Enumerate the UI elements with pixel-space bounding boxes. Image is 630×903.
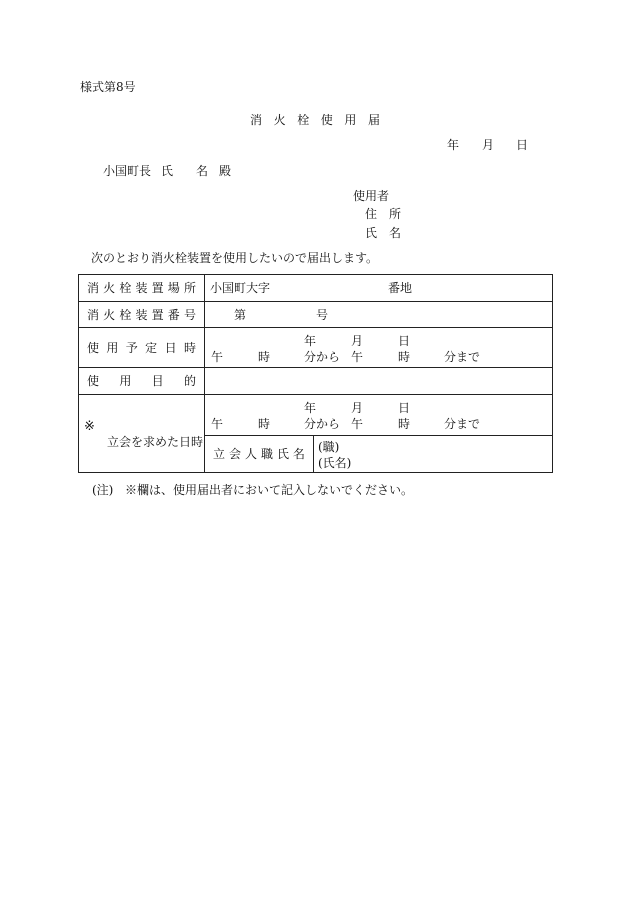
- witness-am2: 午: [351, 417, 364, 431]
- addressee-suffix: 殿: [219, 164, 232, 178]
- witness-time-field[interactable]: [205, 395, 553, 436]
- device-gou: 号: [316, 308, 329, 322]
- date-day: 日: [516, 138, 529, 152]
- witness-label-text: 立会を求めた日時: [107, 435, 204, 449]
- scheduled-field[interactable]: [205, 328, 553, 368]
- device-dai: 第: [234, 308, 247, 322]
- witness-label: [79, 395, 205, 473]
- date-month: 月: [482, 138, 495, 152]
- addressee-mei: 名: [196, 164, 209, 178]
- applicant-name-label: 氏 名: [365, 226, 401, 240]
- location-field[interactable]: [205, 275, 553, 302]
- row-device-number: [79, 302, 553, 328]
- location-prefix: 小国町大字: [210, 281, 271, 295]
- witness-min1: 分から: [304, 417, 341, 431]
- witness-year: 年: [304, 401, 317, 415]
- application-table: [78, 274, 553, 473]
- form-title: [250, 114, 380, 126]
- addressee-shi: 氏: [161, 164, 174, 178]
- scheduled-hour2: 時: [398, 350, 411, 364]
- witness-mark: ※: [84, 419, 95, 434]
- row-witness-time: [79, 395, 553, 436]
- witness-month: 月: [351, 401, 364, 415]
- row-location: [79, 275, 553, 302]
- purpose-field[interactable]: [205, 368, 553, 395]
- scheduled-day: 日: [398, 334, 411, 348]
- location-suffix: 番地: [388, 281, 413, 295]
- official-field[interactable]: [314, 436, 553, 473]
- scheduled-month: 月: [351, 334, 364, 348]
- row-scheduled: [79, 328, 553, 368]
- device-number-label: 消 火 栓 装 置 番 号: [79, 302, 205, 328]
- witness-day: 日: [398, 401, 411, 415]
- witness-am1: 午: [211, 417, 224, 431]
- title-char: 消: [250, 113, 263, 127]
- scheduled-am1: 午: [211, 350, 224, 364]
- scheduled-label: 使 用 予 定 日 時: [79, 328, 205, 368]
- form-number: 様式第8号: [80, 80, 136, 94]
- title-char: 栓: [297, 113, 310, 127]
- row-purpose: [79, 368, 553, 395]
- purpose-label: 使 用 目 的: [79, 368, 205, 395]
- title-char: 用: [344, 113, 357, 127]
- date-year: 年: [447, 138, 460, 152]
- official-name: (氏名): [318, 456, 352, 470]
- witness-min2: 分まで: [444, 417, 481, 431]
- intro-text: 次のとおり消火栓装置を使用したいので届出します。: [91, 251, 379, 265]
- official-position: (職): [318, 440, 340, 454]
- title-char: 火: [273, 113, 286, 127]
- scheduled-am2: 午: [351, 350, 364, 364]
- witness-hour2: 時: [398, 417, 411, 431]
- official-label: 立 会 人 職 氏 名: [205, 436, 314, 473]
- title-char: 使: [320, 113, 333, 127]
- title-char: 届: [367, 113, 380, 127]
- applicant-address-label: 住 所: [365, 207, 401, 221]
- applicant-label: 使用者: [353, 189, 390, 203]
- scheduled-hour1: 時: [258, 350, 271, 364]
- scheduled-year: 年: [304, 334, 317, 348]
- note-text: ※欄は、使用届出者において記入しないでください。: [125, 483, 414, 497]
- location-label: 消 火 栓 装 置 場 所: [79, 275, 205, 302]
- witness-hour1: 時: [258, 417, 271, 431]
- device-number-field[interactable]: [205, 302, 553, 328]
- note-prefix: (注): [92, 483, 114, 497]
- scheduled-min1: 分から: [304, 350, 341, 364]
- scheduled-min2: 分まで: [444, 350, 481, 364]
- addressee-prefix: 小国町長: [103, 164, 152, 178]
